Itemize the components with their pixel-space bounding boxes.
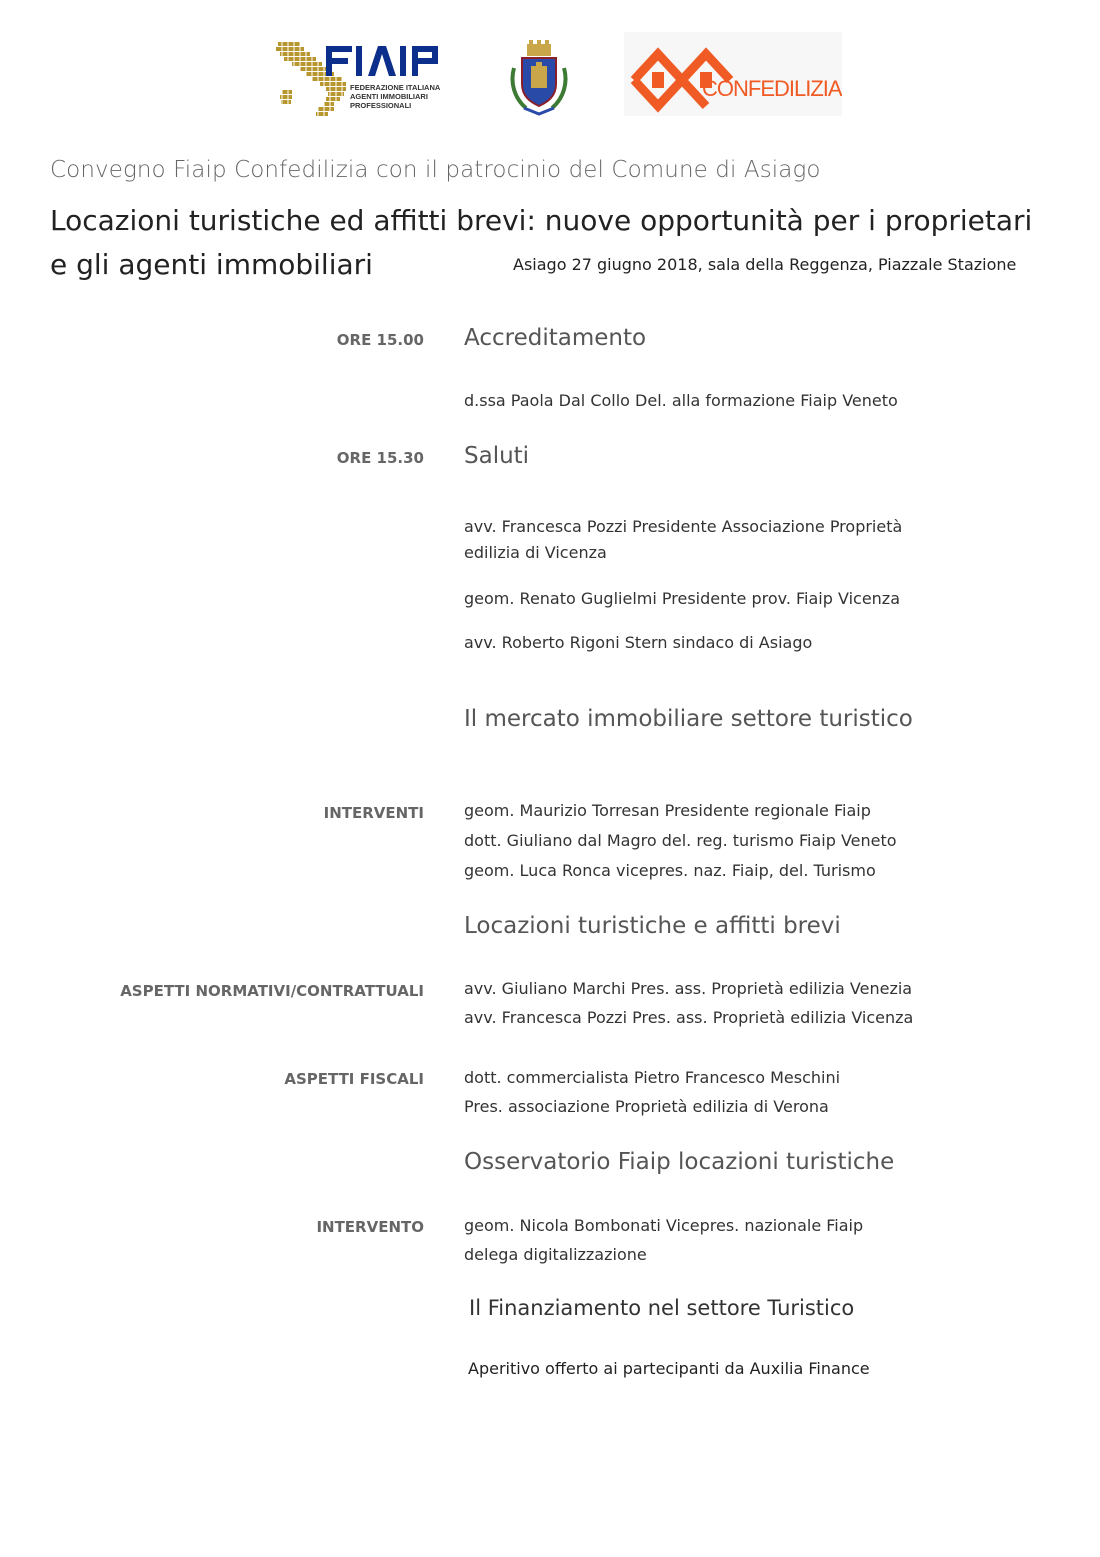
speaker-line: geom. Luca Ronca vicepres. naz. Fiaip, del. Turismo bbox=[464, 861, 876, 880]
label-interventi: INTERVENTI bbox=[323, 804, 424, 822]
italy-map-icon bbox=[272, 36, 452, 120]
aperitivo-note: Aperitivo offerto ai partecipanti da Auxilia Finance bbox=[468, 1359, 870, 1378]
speaker-line: geom. Maurizio Torresan Presidente regionale Fiaip bbox=[464, 801, 871, 820]
speaker-line: delega digitalizzazione bbox=[464, 1245, 647, 1264]
speaker-line: dott. Giuliano dal Magro del. reg. turismo Fiaip Veneto bbox=[464, 831, 897, 850]
speaker-line: d.ssa Paola Dal Collo Del. alla formazione Fiaip Veneto bbox=[464, 391, 898, 410]
section-title-accreditamento: Accreditamento bbox=[464, 325, 647, 351]
label-aspetti-fiscali: ASPETTI FISCALI bbox=[284, 1070, 424, 1088]
municipal-crest-icon bbox=[508, 38, 570, 116]
label-intervento: INTERVENTO bbox=[316, 1218, 424, 1236]
speaker-line: avv. Roberto Rigoni Stern sindaco di Asiago bbox=[464, 633, 813, 652]
event-date-location: Asiago 27 giugno 2018, sala della Reggenza, Piazzale Stazione bbox=[513, 255, 1017, 274]
fiaip-logo bbox=[272, 36, 452, 120]
page-title-line-2: e gli agenti immobiliari bbox=[50, 248, 373, 281]
section-title-finanziamento: Il Finanziamento nel settore Turistico bbox=[469, 1296, 855, 1320]
section-title-locazioni: Locazioni turistiche e affitti brevi bbox=[464, 913, 841, 939]
speaker-line: dott. commercialista Pietro Francesco Meschini bbox=[464, 1068, 841, 1087]
fiaip-caption-2: AGENTI IMMOBILIARI bbox=[350, 92, 428, 101]
convegno-subtitle: Convegno Fiaip Confedilizia con il patrocinio del Comune di Asiago bbox=[50, 157, 821, 183]
confedilizia-logo-icon bbox=[624, 32, 842, 116]
confedilizia-wordmark: CONFEDILIZIA bbox=[702, 76, 842, 101]
speaker-line: avv. Giuliano Marchi Pres. ass. Proprietà edilizia Venezia bbox=[464, 979, 913, 998]
section-title-osservatorio: Osservatorio Fiaip locazioni turistiche bbox=[464, 1149, 895, 1175]
speaker-line: Pres. associazione Proprietà edilizia di Verona bbox=[464, 1097, 829, 1116]
confedilizia-logo bbox=[624, 32, 842, 116]
speaker-line: avv. Francesca Pozzi Presidente Associazione Proprietà edilizia di Vicenza bbox=[464, 517, 903, 562]
speaker-line: geom. Nicola Bombonati Vicepres. nazionale Fiaip bbox=[464, 1216, 864, 1235]
page-title-line-1: Locazioni turistiche ed affitti brevi: nuove opportunità per i proprietari bbox=[50, 204, 1033, 237]
municipal-crest-logo bbox=[508, 38, 570, 116]
label-aspetti-normativi: ASPETTI NORMATIVI/CONTRATTUALI bbox=[120, 982, 424, 1000]
time-label-15-30: ORE 15.30 bbox=[336, 449, 424, 467]
speaker-line: avv. Francesca Pozzi Pres. ass. Proprietà edilizia Vicenza bbox=[464, 1008, 914, 1027]
fiaip-caption-3: PROFESSIONALI bbox=[350, 101, 412, 110]
speaker-line: geom. Renato Guglielmi Presidente prov. Fiaip Vicenza bbox=[464, 589, 901, 608]
section-title-saluti: Saluti bbox=[464, 443, 530, 469]
time-label-15-00: ORE 15.00 bbox=[336, 331, 424, 349]
fiaip-caption-1: FEDERAZIONE ITALIANA bbox=[350, 83, 441, 92]
section-title-mercato: Il mercato immobiliare settore turistico bbox=[464, 706, 913, 732]
